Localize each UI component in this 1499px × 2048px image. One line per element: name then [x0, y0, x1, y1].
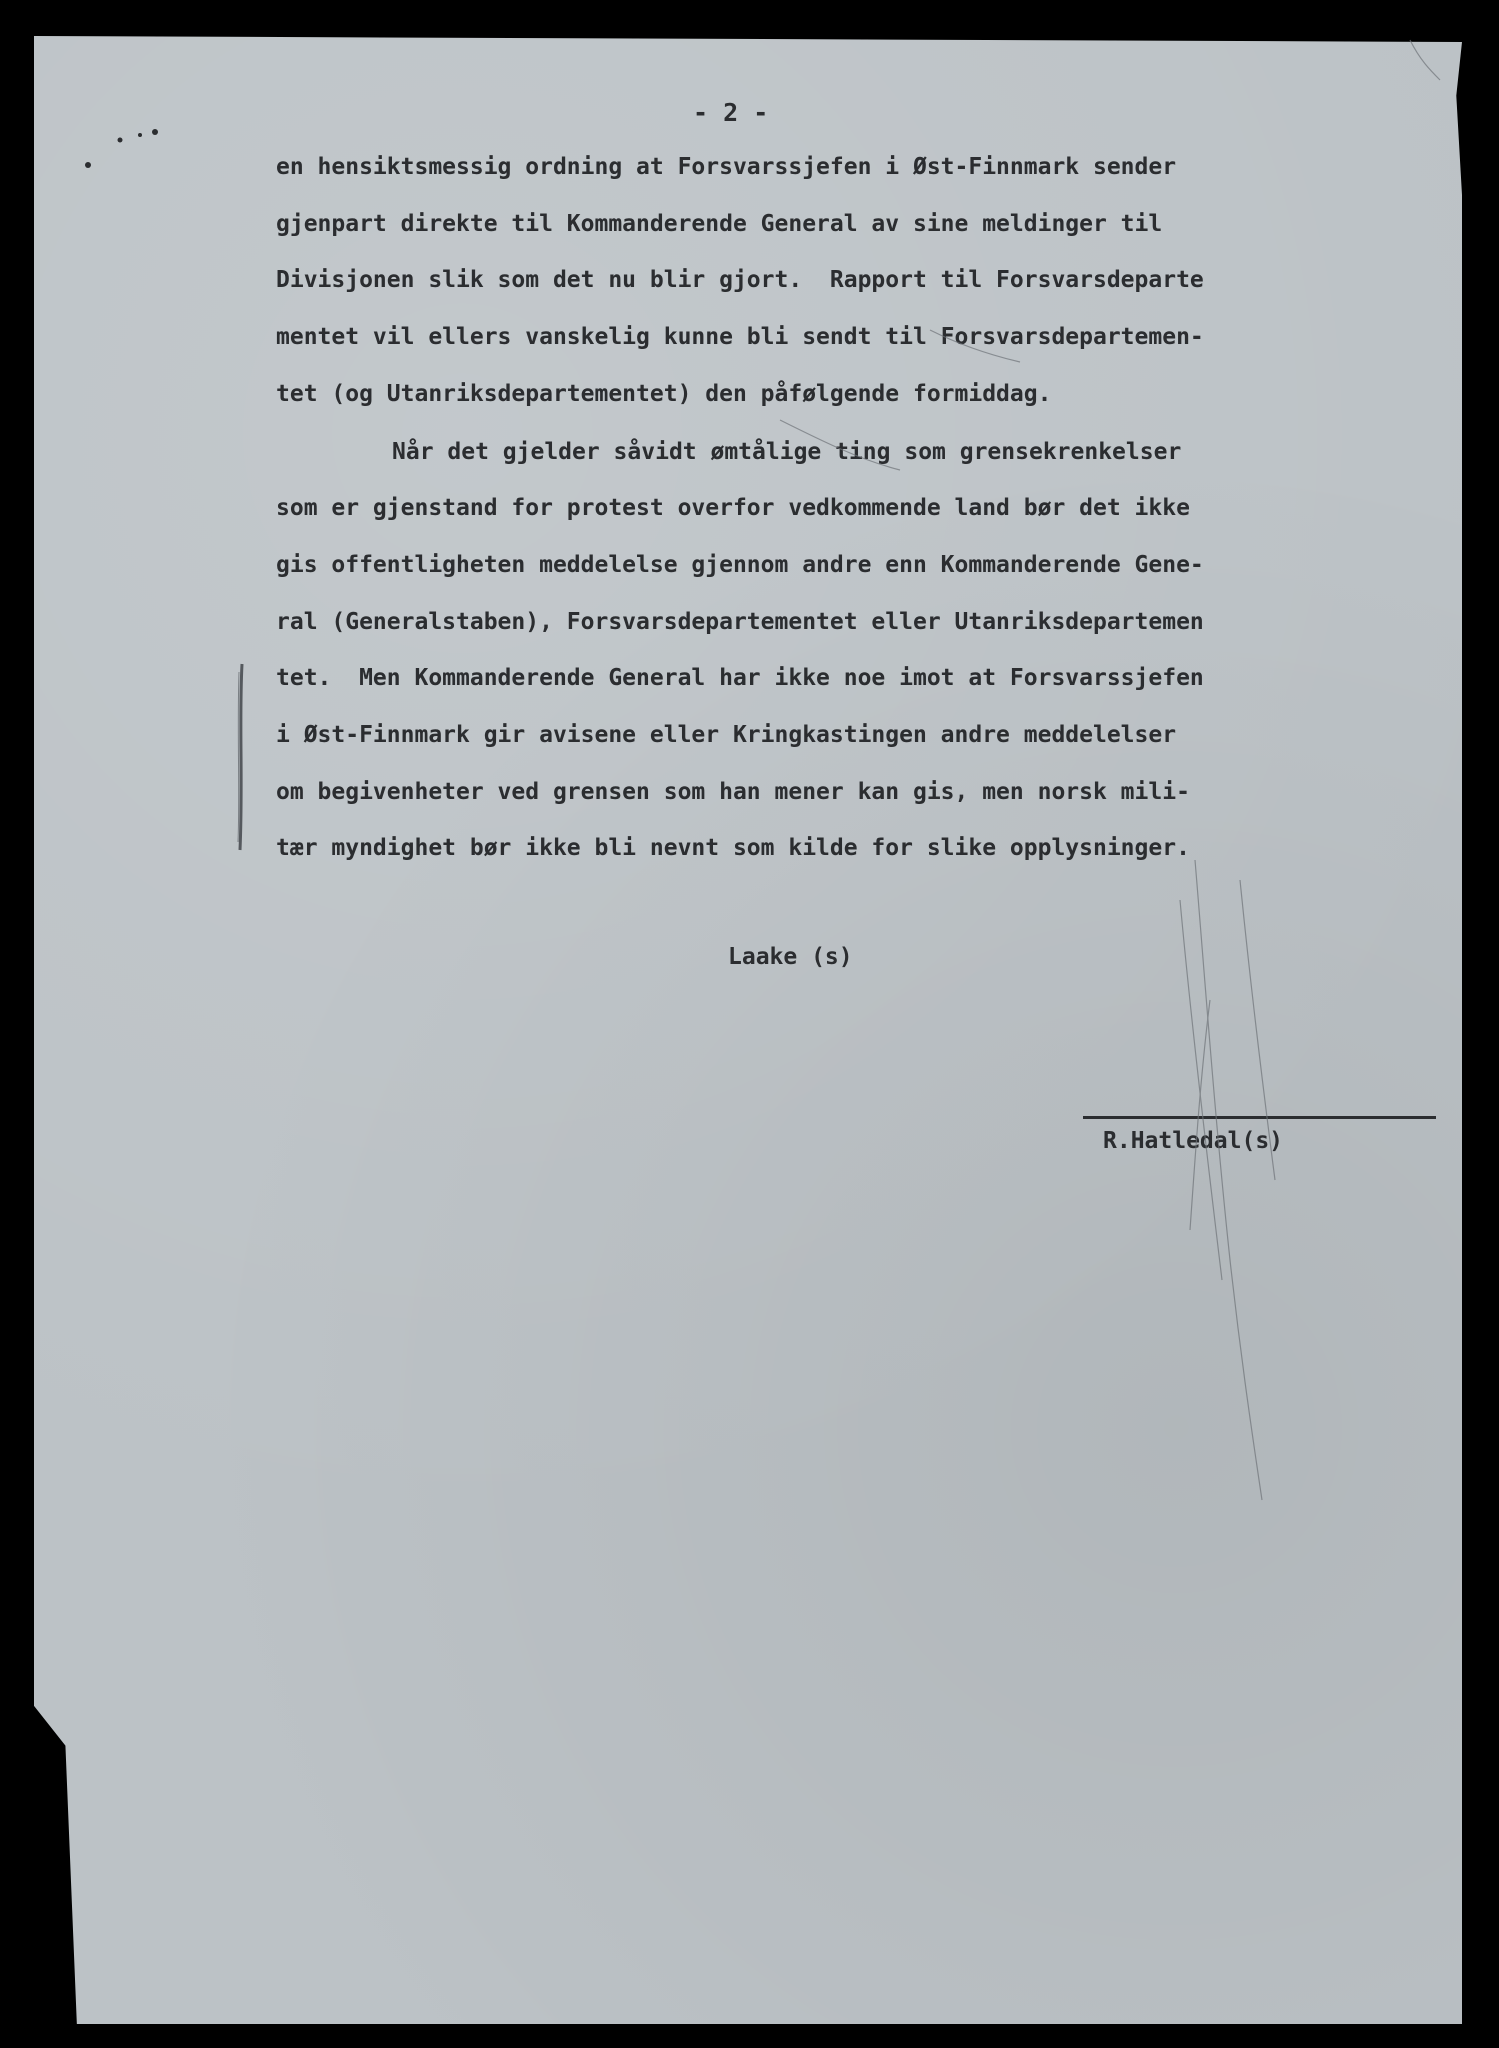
- text-line-10: tet. Men Kommanderende General har ikke noe imot at Forsvarssjefen: [276, 665, 1204, 691]
- text-line-3: Divisjonen slik som det nu blir gjort. Rapport til Forsvarsdeparte: [276, 267, 1204, 293]
- signature-laake: Laake (s): [728, 944, 853, 970]
- text-line-6: Når det gjelder såvidt ømtålige ting som grensekrenkelser: [392, 439, 1182, 465]
- text-line-2: gjenpart direkte til Kommanderende General av sine meldinger til: [276, 211, 1163, 237]
- signature-hatledal: R.Hatledal(s): [1103, 1128, 1284, 1154]
- text-line-11: i Øst-Finnmark gir avisene eller Kringkastingen andre meddelelser: [276, 722, 1177, 748]
- text-line-7: som er gjenstand for protest overfor vedkommende land bør det ikke: [276, 495, 1190, 521]
- text-line-8: gis offentligheten meddelelse gjennom andre enn Kommanderende Gene-: [276, 552, 1204, 578]
- margin-bracket-mark: [236, 662, 246, 852]
- text-line-13: tær myndighet bør ikke bli nevnt som kilde for slike opplysninger.: [276, 835, 1190, 861]
- text-line-1: en hensiktsmessig ordning at Forsvarssjefen i Øst-Finnmark sender: [276, 154, 1177, 180]
- signature-line: [1083, 1116, 1436, 1119]
- text-line-12: om begivenheter ved grensen som han mener kan gis, men norsk mili-: [276, 779, 1190, 805]
- text-line-9: ral (Generalstaben), Forsvarsdepartementet eller Utanriksdepartemen: [276, 609, 1204, 635]
- page-number: - 2 -: [693, 98, 769, 127]
- text-line-5: tet (og Utanriksdepartementet) den påfølgende formiddag.: [276, 381, 1052, 407]
- text-line-4: mentet vil ellers vanskelig kunne bli sendt til Forsvarsdepartemen-: [276, 324, 1204, 350]
